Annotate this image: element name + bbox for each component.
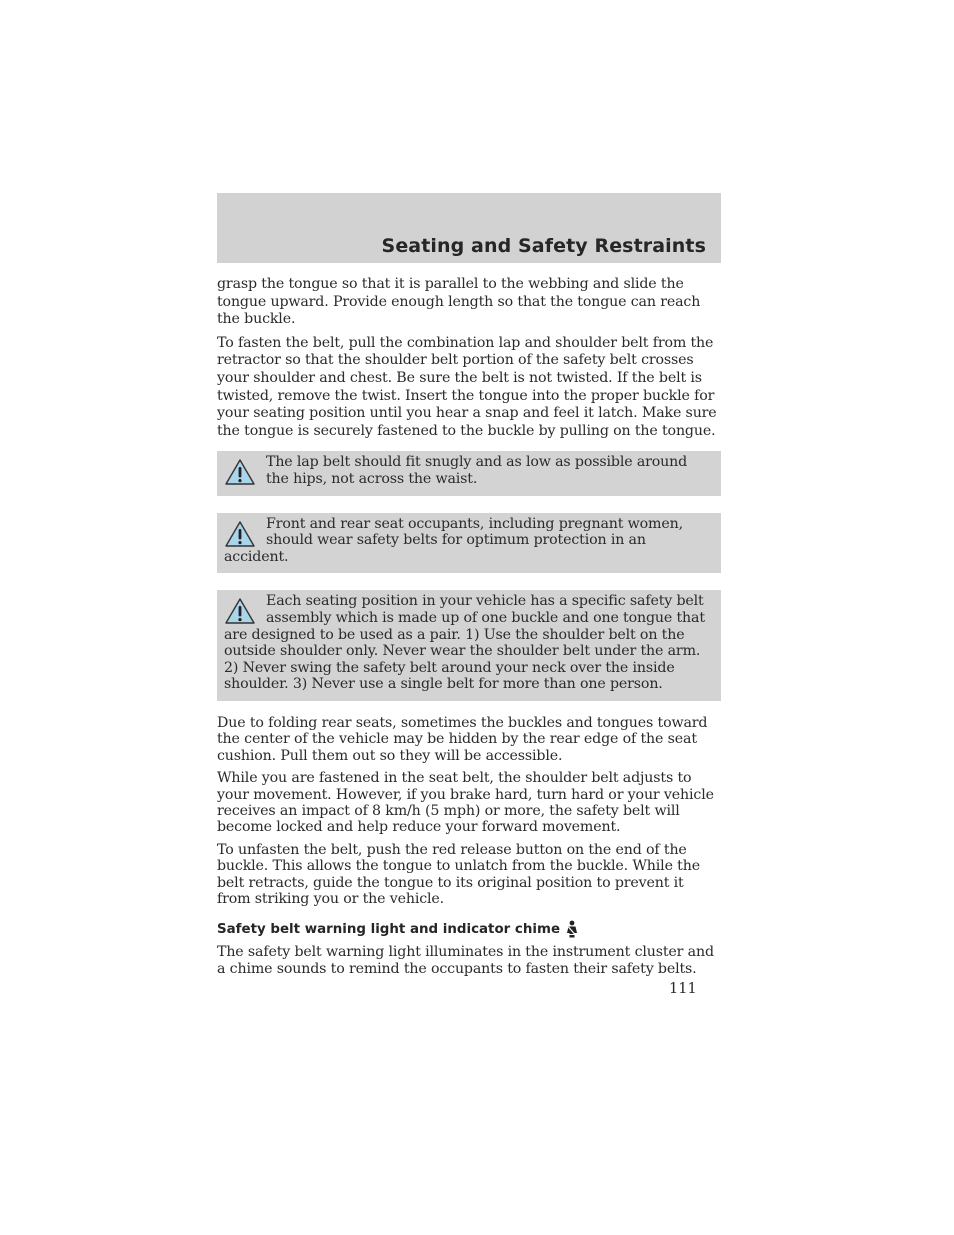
warning-text-occupants: Front and rear seat occupants, including pregnant women, should wear safety belts for optimum protection in an accident.	[224, 515, 683, 565]
warning-text-lap-belt: The lap belt should fit snugly and as low as possible around the hips, not across the waist.	[266, 454, 688, 487]
seatbelt-person-icon	[565, 920, 579, 938]
section-title: Seating and Safety Restraints	[381, 235, 706, 257]
warning-text-seating-position: Each seating position in your vehicle has a specific safety belt assembly which is made up of one buckle and one tongue that are designed to be used as a pair. 1) Use the shoulder belt on the outside shoulder only. Never wear the shoulder belt under the arm. 2) Never swing the safety belt around your neck over the inside shoulder. 3) Never use a single belt for more than one person.	[224, 593, 705, 693]
paragraph-warning-light: The safety belt warning light illuminates in the instrument cluster and a chime sounds to remind the occupants to fasten their safety belts.	[217, 944, 714, 977]
subheading-text: Safety belt warning light and indicator chime	[217, 921, 561, 937]
warning-box-lap-belt	[217, 451, 721, 495]
warning-triangle-icon	[224, 520, 256, 548]
manual-page	[217, 193, 721, 978]
warning-triangle-icon	[224, 458, 256, 486]
paragraph-seat-belt-movement: While you are fastened in the seat belt, the shoulder belt adjusts to your movement. However, if you brake hard, turn hard or your vehicle receives an impact of 8 km/h (5 mph) or more, the safety belt will become locked and help reduce your forward movement.	[217, 770, 714, 836]
paragraph-fasten-belt: To fasten the belt, pull the combination lap and shoulder belt from the retractor so that the shoulder belt portion of the safety belt crosses your shoulder and chest. Be sure the belt is not twisted. If the belt is twisted, remove the twist. Insert the tongue into the proper buckle for your seating position until you hear a snap and feel it latch. Make sure the tongue is securely fastened to the buckle by pulling on the tongue.	[217, 334, 717, 439]
warning-box-seating-position	[217, 590, 721, 701]
paragraph-unfasten-belt: To unfasten the belt, push the red release button on the end of the buckle. This allows the tongue to unlatch from the buckle. While the belt retracts, guide the tongue to its original position to prevent it from striking you or the vehicle.	[217, 841, 700, 907]
subheading-warning-light	[217, 920, 721, 938]
warning-triangle-icon	[224, 597, 256, 625]
warning-box-occupants	[217, 513, 721, 574]
section-header-band	[217, 193, 721, 263]
paragraph-folding-seats: Due to folding rear seats, sometimes the buckles and tongues toward the center of the vehicle may be hidden by the rear edge of the seat cushion. Pull them out so they will be accessible.	[217, 714, 708, 764]
paragraph-grasp-tongue: grasp the tongue so that it is parallel to the webbing and slide the tongue upward. Provide enough length so that the tongue can reach the buckle.	[217, 276, 701, 328]
page-number: 111	[669, 981, 697, 997]
